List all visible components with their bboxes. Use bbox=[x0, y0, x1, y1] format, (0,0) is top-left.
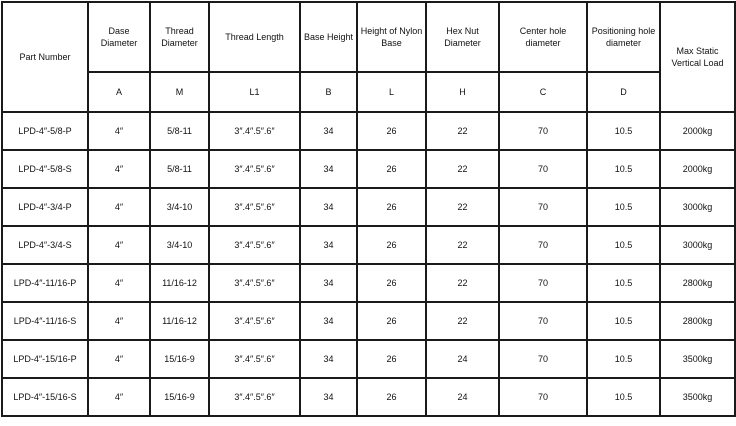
header-part-number: Part Number bbox=[2, 2, 88, 112]
table-cell: 26 bbox=[357, 340, 426, 378]
table-cell: 11/16-12 bbox=[150, 264, 209, 302]
table-cell: 3500kg bbox=[660, 340, 735, 378]
table-cell: 22 bbox=[426, 188, 499, 226]
table-cell: 24 bbox=[426, 340, 499, 378]
table-cell: 34 bbox=[300, 226, 357, 264]
table-cell: 34 bbox=[300, 340, 357, 378]
table-cell: 10.5 bbox=[587, 340, 660, 378]
table-cell: 34 bbox=[300, 302, 357, 340]
table-cell: 2800kg bbox=[660, 302, 735, 340]
table-cell: 3/4-10 bbox=[150, 226, 209, 264]
table-cell: 4″ bbox=[88, 378, 150, 416]
table-cell: 4″ bbox=[88, 226, 150, 264]
part-number-cell: LPD-4″-3/4-S bbox=[2, 226, 88, 264]
part-number-cell: LPD-4″-3/4-P bbox=[2, 188, 88, 226]
table-cell: 3″.4″.5″.6″ bbox=[209, 112, 300, 150]
table-cell: 24 bbox=[426, 378, 499, 416]
table-row bbox=[2, 340, 735, 378]
table-cell: 2800kg bbox=[660, 264, 735, 302]
part-number-cell: LPD-4″-5/8-P bbox=[2, 112, 88, 150]
header-hex-nut-diameter: Hex Nut Diameter bbox=[426, 2, 499, 72]
table-cell: 4″ bbox=[88, 264, 150, 302]
table-cell: 3″.4″.5″.6″ bbox=[209, 188, 300, 226]
table-cell: 10.5 bbox=[587, 150, 660, 188]
table-cell: 3000kg bbox=[660, 188, 735, 226]
table-cell: 5/8-11 bbox=[150, 150, 209, 188]
spec-table bbox=[1, 1, 736, 417]
table-cell: 10.5 bbox=[587, 264, 660, 302]
table-row bbox=[2, 188, 735, 226]
table-cell: 26 bbox=[357, 112, 426, 150]
header-max-static-load: Max Static Vertical Load bbox=[660, 2, 735, 112]
table-row bbox=[2, 112, 735, 150]
table-row bbox=[2, 378, 735, 416]
table-cell: 3000kg bbox=[660, 226, 735, 264]
header-thread-diameter: Thread Diameter bbox=[150, 2, 209, 72]
symbol-cell: L1 bbox=[209, 72, 300, 112]
table-cell: 3″.4″.5″.6″ bbox=[209, 302, 300, 340]
table-cell: 70 bbox=[499, 112, 587, 150]
table-row bbox=[2, 302, 735, 340]
table-cell: 22 bbox=[426, 150, 499, 188]
table-cell: 26 bbox=[357, 226, 426, 264]
header-nylon-base-height: Height of Nylon Base bbox=[357, 2, 426, 72]
part-number-cell: LPD-4″-5/8-S bbox=[2, 150, 88, 188]
table-cell: 5/8-11 bbox=[150, 112, 209, 150]
table-cell: 70 bbox=[499, 264, 587, 302]
table-cell: 22 bbox=[426, 226, 499, 264]
symbol-cell: C bbox=[499, 72, 587, 112]
table-cell: 34 bbox=[300, 188, 357, 226]
table-cell: 22 bbox=[426, 264, 499, 302]
symbol-cell: D bbox=[587, 72, 660, 112]
table-cell: 11/16-12 bbox=[150, 302, 209, 340]
header-base-diameter: Dase Diameter bbox=[88, 2, 150, 72]
part-number-cell: LPD-4″-11/16-S bbox=[2, 302, 88, 340]
table-cell: 3″.4″.5″.6″ bbox=[209, 378, 300, 416]
header-positioning-hole-diameter: Positioning hole diameter bbox=[587, 2, 660, 72]
table-cell: 4″ bbox=[88, 112, 150, 150]
table-cell: 70 bbox=[499, 188, 587, 226]
table-cell: 3″.4″.5″.6″ bbox=[209, 340, 300, 378]
table-cell: 4″ bbox=[88, 340, 150, 378]
header-thread-length: Thread Length bbox=[209, 2, 300, 72]
symbol-cell: M bbox=[150, 72, 209, 112]
symbol-cell: H bbox=[426, 72, 499, 112]
header-row bbox=[2, 2, 735, 72]
part-number-cell: LPD-4″-15/16-P bbox=[2, 340, 88, 378]
symbol-cell: L bbox=[357, 72, 426, 112]
table-cell: 34 bbox=[300, 378, 357, 416]
table-cell: 34 bbox=[300, 112, 357, 150]
table-cell: 3/4-10 bbox=[150, 188, 209, 226]
table-cell: 2000kg bbox=[660, 112, 735, 150]
part-number-cell: LPD-4″-15/16-S bbox=[2, 378, 88, 416]
table-cell: 10.5 bbox=[587, 226, 660, 264]
table-cell: 34 bbox=[300, 150, 357, 188]
header-base-height: Base Height bbox=[300, 2, 357, 72]
table-cell: 4″ bbox=[88, 302, 150, 340]
table-cell: 70 bbox=[499, 378, 587, 416]
table-cell: 34 bbox=[300, 264, 357, 302]
table-cell: 70 bbox=[499, 340, 587, 378]
table-cell: 26 bbox=[357, 302, 426, 340]
table-cell: 3″.4″.5″.6″ bbox=[209, 150, 300, 188]
table-row bbox=[2, 150, 735, 188]
table-cell: 15/16-9 bbox=[150, 378, 209, 416]
spec-table-body bbox=[2, 112, 735, 416]
table-cell: 10.5 bbox=[587, 302, 660, 340]
table-row bbox=[2, 264, 735, 302]
table-cell: 2000kg bbox=[660, 150, 735, 188]
header-center-hole-diameter: Center hole diameter bbox=[499, 2, 587, 72]
table-cell: 22 bbox=[426, 302, 499, 340]
table-cell: 3500kg bbox=[660, 378, 735, 416]
table-cell: 10.5 bbox=[587, 188, 660, 226]
table-cell: 26 bbox=[357, 150, 426, 188]
symbol-row bbox=[2, 72, 735, 112]
table-cell: 3″.4″.5″.6″ bbox=[209, 264, 300, 302]
symbol-cell: B bbox=[300, 72, 357, 112]
table-row bbox=[2, 226, 735, 264]
part-number-cell: LPD-4″-11/16-P bbox=[2, 264, 88, 302]
table-cell: 3″.4″.5″.6″ bbox=[209, 226, 300, 264]
table-cell: 70 bbox=[499, 150, 587, 188]
table-cell: 70 bbox=[499, 302, 587, 340]
table-cell: 4″ bbox=[88, 150, 150, 188]
table-cell: 22 bbox=[426, 112, 499, 150]
table-cell: 26 bbox=[357, 264, 426, 302]
table-cell: 26 bbox=[357, 188, 426, 226]
table-cell: 26 bbox=[357, 378, 426, 416]
table-cell: 10.5 bbox=[587, 378, 660, 416]
table-cell: 15/16-9 bbox=[150, 340, 209, 378]
table-cell: 10.5 bbox=[587, 112, 660, 150]
table-cell: 70 bbox=[499, 226, 587, 264]
table-cell: 4″ bbox=[88, 188, 150, 226]
symbol-cell: A bbox=[88, 72, 150, 112]
